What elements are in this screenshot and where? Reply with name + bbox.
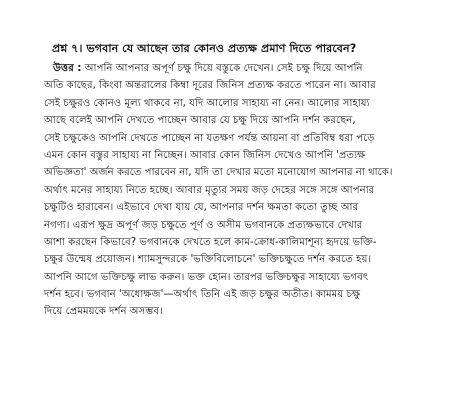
answer-line: আপনি আগে ভক্তিচক্ষু লাভ করুন। ভক্ত হোন। তারপর ভক্তিচক্ষুর সাহায্যে ভগবৎ xyxy=(44,271,369,283)
answer-line: এমন কোন বস্তুর সাহায্য না নিচ্ছেন। আবার কোন জিনিস দেখেও আপনি 'প্রত্যক্ষ xyxy=(44,149,366,161)
answer-body xyxy=(44,60,438,321)
answer-line: অতি কাছের, কিংবা অন্তরালের কিম্বা দূরের জিনিস প্রত্যক্ষ করতে পারেন না। আবার xyxy=(44,80,376,92)
answer-line: চক্ষুর উন্মেষ প্রয়োজন। শ্যামসুন্দরকে 'ভক্তিবিলোচনে' ভক্তিচক্ষুতে দর্শন করতে হয়। xyxy=(44,254,372,266)
answer-label: উত্তর : xyxy=(53,63,82,74)
answer-line: সেই চক্ষুকেও আপনি দেখতে পাচ্ছেন না যতক্ষণ পর্যন্ত আয়না বা প্রতিবিম্ব ধরা পড়ে xyxy=(44,132,375,144)
answer-line: দিয়ে প্রেমময়কে দর্শন অসম্ভব। xyxy=(44,306,163,318)
answer-line: চক্ষুটিও হারাবেন। এইভাবে দেখা যায় যে, আপনার দর্শন ক্ষমতা কতো তুচ্ছ আর xyxy=(44,202,359,214)
answer-line: দর্শন হবে। ভগবান 'অধোক্ষজ'—অর্থাৎ তিনি এই জড় চক্ষুর অতীত। কামময় চক্ষু xyxy=(44,289,361,301)
answer-line: আশা করছেন কিভাবে? ভগবানকে দেখতে হলে কাম-ক্রোধ-কালিমাশূন্য হৃদয়ে ভক্তি- xyxy=(44,236,377,248)
answer-line: অভিজ্ঞতা' অর্জন করতে পারবেন না, যদি তা দেখার মতো মনোযোগ আপনার না থাকে। xyxy=(44,167,393,179)
answer-line xyxy=(44,60,438,77)
answer-line: সেই চক্ষুরও কোনও মূল্য থাকবে না, যদি আলোর সাহায্য না নেন। আলোর সাহায্য xyxy=(44,97,370,109)
question-heading: প্রশ্ন ৭। ভগবান যে আছেন তার কোনও প্রত্যক্ষ প্রমাণ দিতে পারবেন? xyxy=(52,42,357,55)
answer-line-text: আপনি আপনার অপূর্ণ চক্ষু দিয়ে বস্তুকে দেখেন। সেই চক্ষু দিয়ে আপনি xyxy=(81,63,363,74)
answer-line: নগণ্য। এরূপ ক্ষুদ্র অপূর্ণ জড় চক্ষুতে পূর্ণ ও অসীম ভগবানকে প্রত্যক্ষভাবে দেখার xyxy=(44,219,363,231)
answer-line: অর্থাৎ মনের সাহায্য নিতে হচ্ছে। আবার মৃত্যুর সময় জড় দেহের সঙ্গে সঙ্গে আপনার xyxy=(44,184,375,196)
answer-line: আছে বলেই আপনি দেখতে পাচ্ছেন আবার যে চক্ষু দিয়ে আপনি দর্শন করছেন, xyxy=(44,115,356,127)
